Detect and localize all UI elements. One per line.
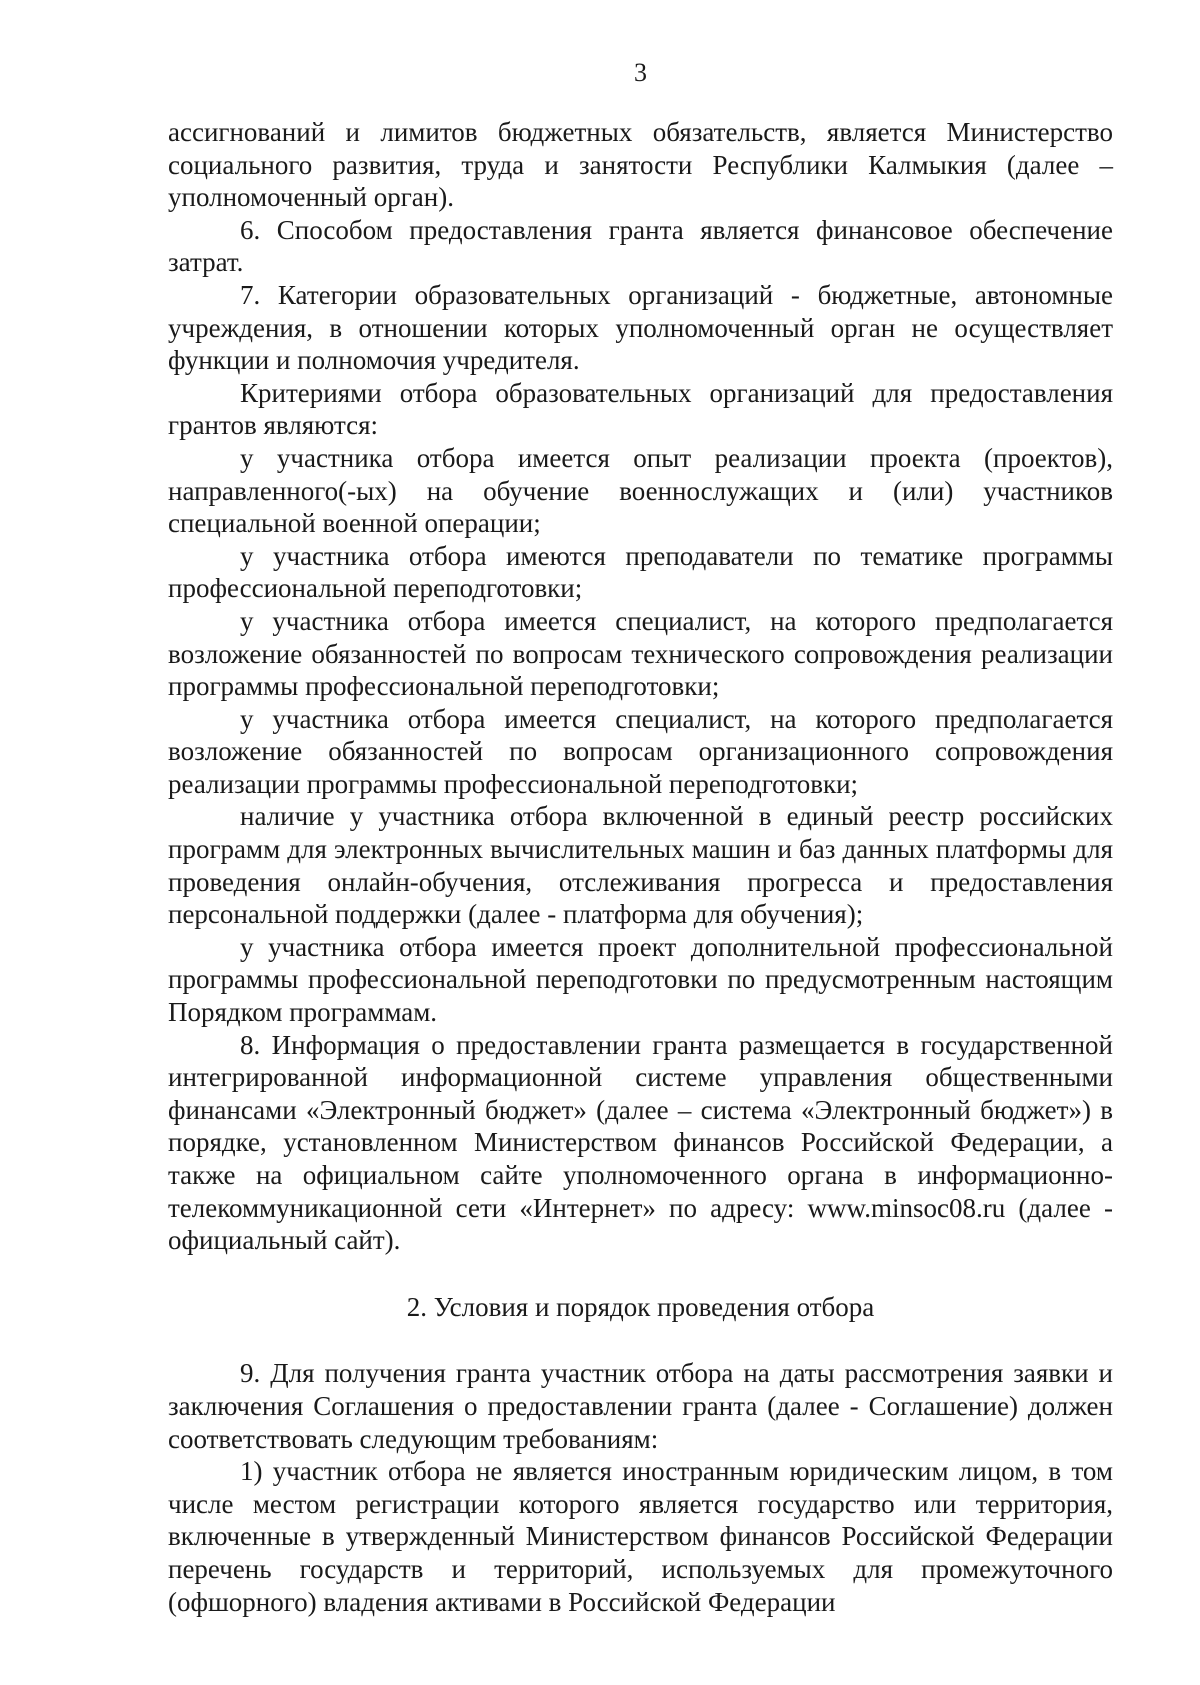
paragraph: наличие у участника отбора включенной в единый реестр российских программ для электронных вычислительных машин и баз данных платформы для проведения онлайн-обучения, отслеживания прогресса и предоставления персональной поддержки (далее - платформа для обучения); <box>168 801 1113 930</box>
document-page <box>168 58 1113 1618</box>
paragraph: у участника отбора имеется опыт реализации проекта (проектов), направленного(-ых) на обучение военнослужащих и (или) участников специальной военной операции; <box>168 442 1113 539</box>
paragraph: 9. Для получения гранта участник отбора на даты рассмотрения заявки и заключения Соглашения о предоставлении гранта (далее - Соглашение) должен соответствовать следующим требованиям: <box>168 1358 1113 1454</box>
paragraph-block-bottom <box>168 1357 1113 1618</box>
paragraph: 8. Информация о предоставлении гранта размещается в государственной интегрированной информационной системе управления общественными финансами «Электронный бюджет» (далее – система «Электронный бюджет») в порядке, установленном Министерством финансов Российской Федерации, а также на официальном сайте уполномоченного органа в информационно-телекоммуникационной сети «Интернет» по адресу: www.minsoc08.ru (далее - официальный сайт). <box>168 1029 1113 1256</box>
page-number: 3 <box>634 58 647 87</box>
paragraph: ассигнований и лимитов бюджетных обязательств, является Министерство социального развития, труда и занятости Республики Калмыкия (далее – уполномоченный орган). <box>168 117 1113 213</box>
paragraph: у участника отбора имеется проект дополнительной профессиональной программы профессиональной переподготовки по предусмотренным настоящим Порядком программам. <box>168 931 1113 1028</box>
section-heading: 2. Условия и порядок проведения отбора <box>406 1291 875 1322</box>
paragraph: у участника отбора имеется специалист, на которого предполагается возложение обязанностей по вопросам организационного сопровождения реализации программы профессиональной переподготовки; <box>168 703 1113 799</box>
paragraph: 1) участник отбора не является иностранным юридическим лицом, в том числе местом регистрации которого является государство или территория, включенные в утвержденный Министерством финансов Российской Федерации перечень государств и территорий, используемых для промежуточного (офшорного) владения активами в Российской Федерации <box>168 1456 1113 1617</box>
paragraph: у участника отбора имеются преподаватели по тематике программы профессиональной переподготовки; <box>168 540 1113 604</box>
paragraph: 7. Категории образовательных организаций - бюджетные, автономные учреждения, в отношении которых уполномоченный орган не осуществляет функции и полномочия учредителя. <box>168 279 1113 376</box>
paragraph: Критериями отбора образовательных организаций для предоставления грантов являются: <box>168 377 1113 441</box>
paragraph-block-top <box>168 116 1113 1257</box>
paragraph: у участника отбора имеется специалист, на которого предполагается возложение обязанностей по вопросам технического сопровождения реализации программы профессиональной переподготовки; <box>168 605 1113 702</box>
paragraph: 6. Способом предоставления гранта является финансовое обеспечение затрат. <box>168 214 1113 278</box>
